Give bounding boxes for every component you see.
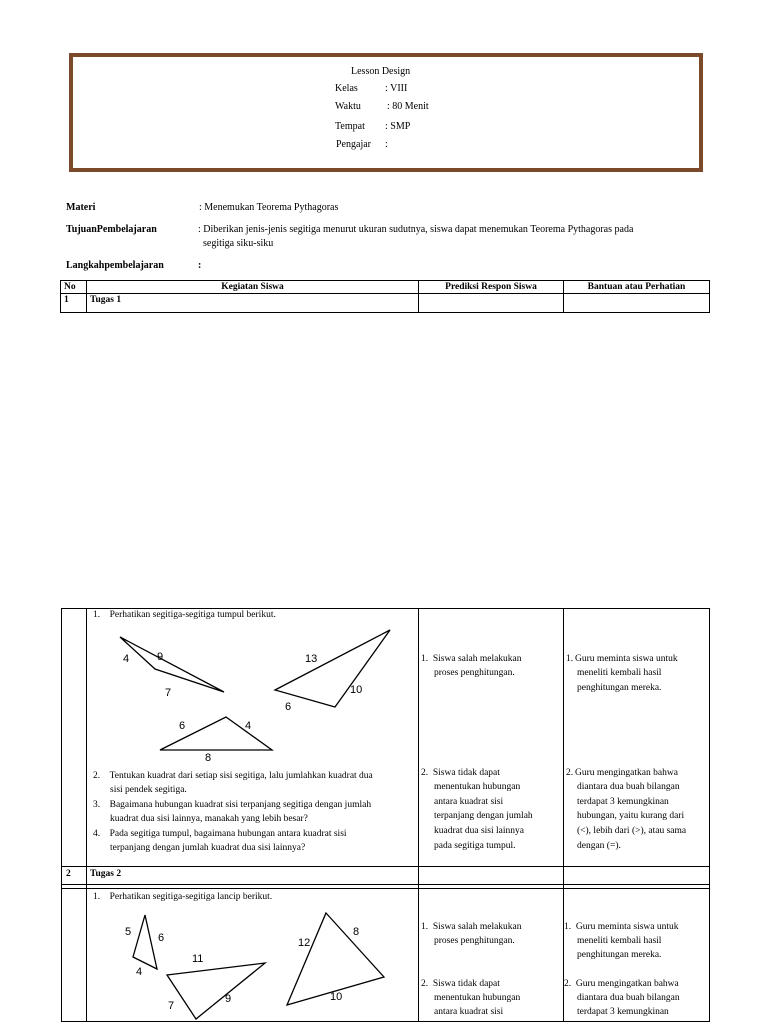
row-divider-1 xyxy=(61,866,709,867)
tugas2-help1-line1: 1. Guru meminta siswa untuk xyxy=(564,922,679,932)
tugas1-item4-line2: terpanjang dengan jumlah kuadrat dua sisi lainnya? xyxy=(110,843,306,853)
side-label: 6 xyxy=(158,932,165,944)
pengajar-label: Pengajar xyxy=(336,139,371,150)
langkah-value: : xyxy=(198,260,202,271)
tugas1-help2-line4: hubungan, yaitu kurang dari xyxy=(577,811,685,821)
side-label: 10 xyxy=(350,684,363,696)
tujuan-label: TujuanPembelajaran xyxy=(66,224,157,235)
obtuse-triangles-figure xyxy=(100,622,410,762)
tugas1-pred2-line1: 2. Siswa tidak dapat xyxy=(421,768,500,778)
side-label: 11 xyxy=(192,953,204,965)
side-label: 7 xyxy=(165,687,172,699)
row-divider-2 xyxy=(61,884,709,885)
tugas2-pred2-line1: 2. Siswa tidak dapat xyxy=(421,979,500,989)
tugas2-help2-line1: 2. Guru mengingatkan bahwa xyxy=(564,979,679,989)
tugas1-item2-line2: sisi pendek segitiga. xyxy=(110,785,187,795)
tugas1-help1-line2: meneliti kembali hasil xyxy=(577,668,662,678)
row1-bantuan-empty xyxy=(564,294,710,313)
col-no-header: No xyxy=(61,281,87,294)
acute-triangle-2 xyxy=(167,963,265,1019)
tugas2-pred1-line2: proses penghitungan. xyxy=(434,936,515,946)
tugas1-pred2-line2: menentukan hubungan xyxy=(434,782,521,792)
col-divider-1 xyxy=(86,608,87,1021)
col-divider-3 xyxy=(563,608,564,1021)
kelas-label: Kelas xyxy=(335,83,358,94)
header-title: Lesson Design xyxy=(351,66,411,77)
tugas1-pred2-line5: kuadrat dua sisi lainnya xyxy=(434,826,524,836)
row1-no: 1 xyxy=(61,294,87,313)
tugas1-item3-line2: kuadrat dua sisi lainnya, manakah yang lebih besar? xyxy=(110,814,308,824)
langkah-label: Langkahpembelajaran xyxy=(66,260,164,271)
tugas2-item1: 1. Perhatikan segitiga-segitiga lancip berikut. xyxy=(93,892,273,902)
acute-triangles-figure xyxy=(100,905,410,1021)
side-label: 4 xyxy=(136,966,143,978)
tempat-label: Tempat xyxy=(335,121,365,132)
col-divider-2 xyxy=(418,608,419,1021)
obtuse-triangle-1 xyxy=(120,637,224,692)
row2-title: Tugas 2 xyxy=(90,869,122,879)
tugas2-pred2-line3: antara kuadrat sisi xyxy=(434,1007,504,1017)
tugas1-help2-line5: (<), lebih dari (>), atau sama xyxy=(577,826,687,836)
tugas1-help1-line3: penghitungan mereka. xyxy=(577,683,662,693)
tugas1-item2-line1: 2. Tentukan kuadrat dari setiap sisi segitiga, lalu jumlahkan kuadrat dua xyxy=(93,771,373,781)
side-label: 6 xyxy=(179,720,186,732)
tugas1-help2-line1: 2. Guru mengingatkan bahwa xyxy=(566,768,678,778)
side-label: 4 xyxy=(123,653,130,665)
tugas1-pred2-line3: antara kuadrat sisi xyxy=(434,797,504,807)
row2-no: 2 xyxy=(66,869,71,879)
waktu-value: : 80 Menit xyxy=(387,101,429,112)
side-label: 8 xyxy=(205,752,212,762)
side-label: 6 xyxy=(285,701,292,713)
tujuan-value-line1: : Diberikan jenis-jenis segitiga menurut ukuran sudutnya, siswa dapat menemukan Teorema Pythagoras pada xyxy=(198,224,634,235)
tugas1-pred1-line2: proses penghitungan. xyxy=(434,668,515,678)
row-divider-3 xyxy=(61,888,709,889)
tugas1-pred2-line4: terpanjang dengan jumlah xyxy=(434,811,533,821)
tugas1-item3-line1: 3. Bagaimana hubungan kuadrat sisi terpanjang segitiga dengan jumlah xyxy=(93,800,372,810)
obtuse-triangle-3 xyxy=(160,717,272,750)
tugas1-item1: 1. Perhatikan segitiga-segitiga tumpul berikut. xyxy=(93,610,276,620)
col-bantuan-header: Bantuan atau Perhatian xyxy=(564,281,710,294)
side-label: 9 xyxy=(157,651,164,663)
acute-triangle-1 xyxy=(133,915,157,969)
pengajar-value: : xyxy=(385,139,388,150)
side-label: 9 xyxy=(225,993,232,1005)
row1-prediksi-empty xyxy=(419,294,564,313)
side-label: 7 xyxy=(168,1000,175,1012)
kelas-value: : VIII xyxy=(385,83,408,94)
col-prediksi-header: Prediksi Respon Siswa xyxy=(419,281,564,294)
row1-title: Tugas 1 xyxy=(87,294,419,313)
side-label: 5 xyxy=(125,926,132,938)
side-label: 8 xyxy=(353,926,360,938)
tugas1-help2-line6: dengan (=). xyxy=(577,841,621,851)
tugas1-item4-line1: 4. Pada segitiga tumpul, bagaimana hubungan antara kuadrat sisi xyxy=(93,829,347,839)
materi-value: : Menemukan Teorema Pythagoras xyxy=(199,202,339,213)
tugas2-pred2-line2: menentukan hubungan xyxy=(434,993,521,1003)
lesson-steps-table-top xyxy=(60,280,710,313)
side-label: 12 xyxy=(298,937,311,949)
tugas1-help1-line1: 1. Guru meminta siswa untuk xyxy=(566,654,678,664)
tugas2-help2-line3: terdapat 3 kemungkinan xyxy=(577,1007,669,1017)
tujuan-value-line2: segitiga siku-siku xyxy=(203,238,274,249)
side-label: 13 xyxy=(305,653,318,665)
tugas2-help1-line2: meneliti kembali hasil xyxy=(577,936,662,946)
tempat-value: : SMP xyxy=(385,121,411,132)
obtuse-triangle-2 xyxy=(275,630,390,707)
tugas1-pred1-line1: 1. Siswa salah melakukan xyxy=(421,654,522,664)
tugas1-help2-line2: diantara dua buah bilangan xyxy=(577,782,680,792)
waktu-label: Waktu xyxy=(335,101,361,112)
col-kegiatan-header: Kegiatan Siswa xyxy=(87,281,419,294)
tugas2-help1-line3: penghitungan mereka. xyxy=(577,950,662,960)
tugas1-pred2-line6: pada segitiga tumpul. xyxy=(434,841,516,851)
tugas1-help2-line3: terdapat 3 kemungkinan xyxy=(577,797,669,807)
tugas2-help2-line2: diantara dua buah bilangan xyxy=(577,993,680,1003)
tugas2-pred1-line1: 1. Siswa salah melakukan xyxy=(421,922,522,932)
materi-label: Materi xyxy=(66,202,96,213)
side-label: 4 xyxy=(245,720,252,732)
side-label: 10 xyxy=(330,991,343,1003)
